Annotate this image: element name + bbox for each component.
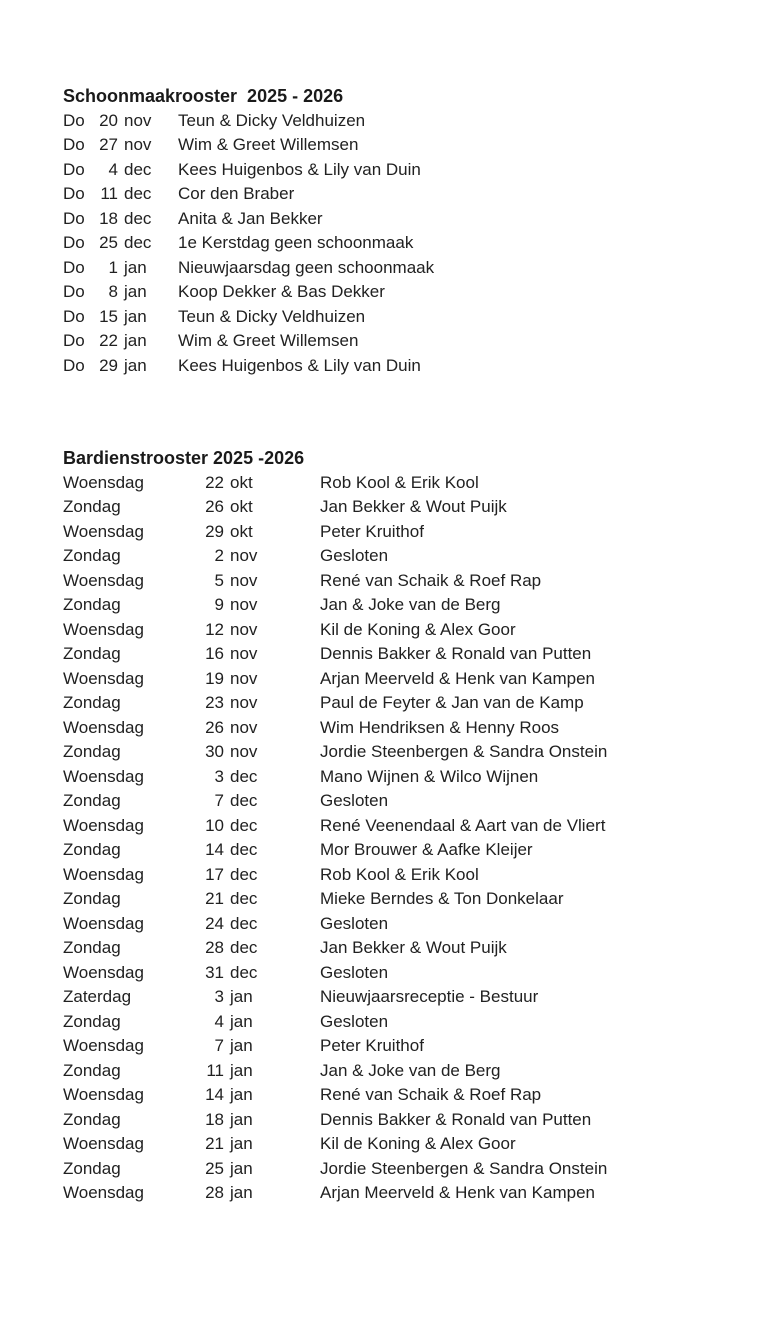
name-cell: Rob Kool & Erik Kool <box>320 472 479 492</box>
day-cell: Zondag <box>63 644 121 663</box>
date-cell: 3 <box>214 987 224 1006</box>
schedule-row <box>63 887 743 912</box>
schedule-row <box>63 1034 743 1059</box>
schedule-row <box>63 789 743 814</box>
name-cell: Gesloten <box>320 1011 389 1031</box>
day-cell: Zondag <box>63 693 121 712</box>
date-cell: 4 <box>108 159 118 179</box>
day-cell: Do <box>63 110 85 130</box>
date-cell: 21 <box>205 1134 224 1153</box>
day-cell: Woensdag <box>63 1036 144 1055</box>
schedule-row <box>63 109 743 134</box>
date-cell: 21 <box>205 889 224 908</box>
name-cell: Gesloten <box>320 791 389 810</box>
name-cell: René van Schaik & Roef Rap <box>320 1085 542 1104</box>
month-cell: nov <box>230 717 258 737</box>
day-cell: Do <box>63 159 85 179</box>
day-cell: Do <box>63 184 85 203</box>
month-cell: nov <box>230 570 258 590</box>
name-cell: Arjan Meerveld & Henk van Kampen <box>320 1183 595 1202</box>
schedule-row <box>63 765 743 790</box>
day-cell: Woensdag <box>63 864 144 884</box>
date-cell: 26 <box>205 497 224 516</box>
schedule-row <box>63 495 743 520</box>
date-cell: 10 <box>205 815 224 835</box>
schedule-row <box>63 1108 743 1133</box>
date-cell: 30 <box>205 742 224 761</box>
month-cell: dec <box>230 938 258 957</box>
month-cell: nov <box>230 595 258 614</box>
date-cell: 27 <box>99 135 118 154</box>
date-cell: 18 <box>99 208 118 228</box>
schedule-row <box>63 912 743 937</box>
date-cell: 11 <box>206 1060 224 1080</box>
name-cell: Jan & Joke van de Berg <box>320 595 501 614</box>
schedule-row <box>63 471 743 496</box>
date-cell: 9 <box>214 595 224 614</box>
month-cell: jan <box>230 1036 253 1055</box>
schoonmaakrooster-rows <box>63 109 743 379</box>
day-cell: Do <box>63 257 85 277</box>
date-cell: 14 <box>205 1085 224 1104</box>
name-cell: Dennis Bakker & Ronald van Putten <box>320 644 592 663</box>
schoonmaakrooster-title: Schoonmaakrooster 2025 - 2026 <box>63 86 344 106</box>
schedule-row <box>63 207 743 232</box>
date-cell: 1 <box>108 257 118 277</box>
name-cell: Nieuwjaarsreceptie - Bestuur <box>320 987 539 1006</box>
section-schoonmaakrooster <box>63 84 743 378</box>
month-cell: nov <box>230 546 258 565</box>
name-cell: Wim & Greet Willemsen <box>178 331 359 350</box>
schedule-row <box>63 667 743 692</box>
day-cell: Do <box>63 135 85 154</box>
day-cell: Do <box>63 282 85 301</box>
day-cell: Do <box>63 208 85 228</box>
schedule-row <box>63 231 743 256</box>
day-cell: Woensdag <box>63 1134 144 1153</box>
day-cell: Woensdag <box>63 570 144 590</box>
name-cell: Peter Kruithof <box>320 1036 424 1055</box>
day-cell: Woensdag <box>63 1085 144 1104</box>
day-cell: Woensdag <box>63 1183 144 1202</box>
month-cell: nov <box>230 644 258 663</box>
schedule-row <box>63 1181 743 1206</box>
schedule-row <box>63 280 743 305</box>
schedule-row <box>63 691 743 716</box>
month-cell: dec <box>230 815 258 835</box>
day-cell: Woensdag <box>63 668 144 688</box>
day-cell: Zondag <box>63 1011 121 1031</box>
day-cell: Zondag <box>63 889 121 908</box>
month-cell: jan <box>230 1158 253 1178</box>
schedule-row <box>63 354 743 379</box>
schedule-row <box>63 740 743 765</box>
name-cell: Arjan Meerveld & Henk van Kampen <box>320 668 595 688</box>
name-cell: Gesloten <box>320 962 389 982</box>
name-cell: Jan Bekker & Wout Puijk <box>320 497 507 516</box>
name-cell: Gesloten <box>320 546 389 565</box>
month-cell: jan <box>124 282 147 301</box>
name-cell: Wim & Greet Willemsen <box>178 135 359 154</box>
schedule-row <box>63 936 743 961</box>
month-cell: dec <box>230 864 258 884</box>
month-cell: jan <box>230 987 253 1006</box>
schedule-row <box>63 569 743 594</box>
date-cell: 29 <box>205 521 224 541</box>
name-cell: 1e Kerstdag geen schoonmaak <box>178 233 414 252</box>
day-cell: Zondag <box>63 1158 121 1178</box>
name-cell: Jordie Steenbergen & Sandra Onstein <box>320 742 608 761</box>
name-cell: Paul de Feyter & Jan van de Kamp <box>320 693 584 712</box>
date-cell: 31 <box>205 962 224 982</box>
date-cell: 28 <box>205 938 224 957</box>
day-cell: Zondag <box>63 938 121 957</box>
schedule-row <box>63 305 743 330</box>
date-cell: 8 <box>108 282 118 301</box>
day-cell: Zondag <box>63 742 121 761</box>
month-cell: nov <box>230 742 258 761</box>
schedule-row <box>63 1083 743 1108</box>
day-cell: Zondag <box>63 546 121 565</box>
day-cell: Woensdag <box>63 815 144 835</box>
month-cell: jan <box>124 257 147 277</box>
schedule-row <box>63 544 743 569</box>
date-cell: 24 <box>205 913 224 933</box>
date-cell: 4 <box>214 1011 224 1031</box>
schedule-row <box>63 256 743 281</box>
day-cell: Zondag <box>63 1060 121 1080</box>
date-cell: 17 <box>205 864 224 884</box>
month-cell: nov <box>230 693 258 712</box>
month-cell: okt <box>230 521 253 541</box>
schedule-row <box>63 133 743 158</box>
month-cell: dec <box>230 791 258 810</box>
schedule-row <box>63 1157 743 1182</box>
bardienstrooster-title: Bardienstrooster 2025 -2026 <box>63 448 305 468</box>
date-cell: 25 <box>205 1158 224 1178</box>
month-cell: jan <box>230 1134 253 1153</box>
day-cell: Woensdag <box>63 521 144 541</box>
date-cell: 22 <box>99 331 118 350</box>
month-cell: nov <box>124 110 152 130</box>
date-cell: 7 <box>214 1036 224 1055</box>
month-cell: dec <box>230 840 258 859</box>
date-cell: 20 <box>99 110 118 130</box>
name-cell: Wim Hendriksen & Henny Roos <box>320 717 560 737</box>
date-cell: 22 <box>205 472 224 492</box>
name-cell: Koop Dekker & Bas Dekker <box>178 282 385 301</box>
schedule-row <box>63 863 743 888</box>
schedule-row <box>63 182 743 207</box>
date-cell: 26 <box>205 717 224 737</box>
date-cell: 28 <box>205 1183 224 1202</box>
date-cell: 5 <box>214 570 224 590</box>
month-cell: dec <box>124 184 152 203</box>
day-cell: Do <box>63 306 85 326</box>
schedule-row <box>63 329 743 354</box>
date-cell: 7 <box>214 791 224 810</box>
schedule-row <box>63 814 743 839</box>
name-cell: Cor den Braber <box>178 184 295 203</box>
day-cell: Zondag <box>63 1109 121 1129</box>
month-cell: jan <box>230 1183 253 1202</box>
schedule-row <box>63 961 743 986</box>
day-cell: Zondag <box>63 791 121 810</box>
month-cell: jan <box>230 1060 253 1080</box>
schedule-row <box>63 1132 743 1157</box>
name-cell: Nieuwjaarsdag geen schoonmaak <box>178 257 435 277</box>
name-cell: René van Schaik & Roef Rap <box>320 570 542 590</box>
month-cell: jan <box>124 331 147 350</box>
date-cell: 16 <box>205 644 224 663</box>
month-cell: dec <box>230 913 258 933</box>
schedule-row <box>63 1059 743 1084</box>
name-cell: Teun & Dicky Veldhuizen <box>178 306 366 326</box>
month-cell: nov <box>124 135 152 154</box>
date-cell: 2 <box>214 546 224 565</box>
month-cell: dec <box>124 233 152 252</box>
schedule-row <box>63 985 743 1010</box>
name-cell: Jordie Steenbergen & Sandra Onstein <box>320 1158 608 1178</box>
day-cell: Woensdag <box>63 913 144 933</box>
name-cell: Dennis Bakker & Ronald van Putten <box>320 1109 592 1129</box>
month-cell: jan <box>230 1109 253 1129</box>
month-cell: dec <box>124 208 152 228</box>
schedule-row <box>63 158 743 183</box>
date-cell: 3 <box>214 766 224 786</box>
day-cell: Zondag <box>63 595 121 614</box>
day-cell: Zaterdag <box>63 987 132 1006</box>
name-cell: René Veenendaal & Aart van de Vliert <box>320 815 606 835</box>
day-cell: Woensdag <box>63 472 144 492</box>
schedule-row <box>63 838 743 863</box>
day-cell: Woensdag <box>63 717 144 737</box>
name-cell: Rob Kool & Erik Kool <box>320 864 479 884</box>
day-cell: Zondag <box>63 497 121 516</box>
date-cell: 18 <box>205 1109 224 1129</box>
day-cell: Do <box>63 331 85 350</box>
name-cell: Kees Huigenbos & Lily van Duin <box>178 355 421 375</box>
date-cell: 19 <box>205 668 224 688</box>
month-cell: nov <box>230 619 258 639</box>
schedule-row <box>63 593 743 618</box>
month-cell: okt <box>230 472 253 492</box>
date-cell: 25 <box>99 233 118 252</box>
schedule-row <box>63 618 743 643</box>
name-cell: Jan Bekker & Wout Puijk <box>320 938 507 957</box>
month-cell: jan <box>230 1085 253 1104</box>
month-cell: jan <box>124 306 147 326</box>
schedule-row <box>63 716 743 741</box>
month-cell: nov <box>230 668 258 688</box>
name-cell: Mano Wijnen & Wilco Wijnen <box>320 766 539 786</box>
name-cell: Anita & Jan Bekker <box>178 208 323 228</box>
bardienstrooster-rows <box>63 471 743 1206</box>
month-cell: dec <box>230 889 258 908</box>
section-bardienstrooster <box>63 446 743 1206</box>
name-cell: Kil de Koning & Alex Goor <box>320 1134 516 1153</box>
date-cell: 11 <box>100 184 118 203</box>
schedule-row <box>63 1010 743 1035</box>
name-cell: Teun & Dicky Veldhuizen <box>178 110 366 130</box>
month-cell: jan <box>124 355 147 375</box>
name-cell: Mor Brouwer & Aafke Kleijer <box>320 840 533 859</box>
month-cell: dec <box>124 159 152 179</box>
date-cell: 29 <box>99 355 118 375</box>
month-cell: dec <box>230 766 258 786</box>
schedule-row <box>63 520 743 545</box>
schedule-row <box>63 642 743 667</box>
name-cell: Gesloten <box>320 913 389 933</box>
day-cell: Woensdag <box>63 766 144 786</box>
day-cell: Do <box>63 233 85 252</box>
day-cell: Do <box>63 355 85 375</box>
name-cell: Kees Huigenbos & Lily van Duin <box>178 159 421 179</box>
date-cell: 23 <box>205 693 224 712</box>
name-cell: Peter Kruithof <box>320 521 424 541</box>
day-cell: Woensdag <box>63 619 144 639</box>
name-cell: Jan & Joke van de Berg <box>320 1060 501 1080</box>
date-cell: 15 <box>99 306 118 326</box>
month-cell: okt <box>230 497 253 516</box>
month-cell: jan <box>230 1011 253 1031</box>
month-cell: dec <box>230 962 258 982</box>
day-cell: Zondag <box>63 840 121 859</box>
date-cell: 14 <box>205 840 224 859</box>
name-cell: Mieke Berndes & Ton Donkelaar <box>320 889 564 908</box>
name-cell: Kil de Koning & Alex Goor <box>320 619 516 639</box>
date-cell: 12 <box>205 619 224 639</box>
day-cell: Woensdag <box>63 962 144 982</box>
